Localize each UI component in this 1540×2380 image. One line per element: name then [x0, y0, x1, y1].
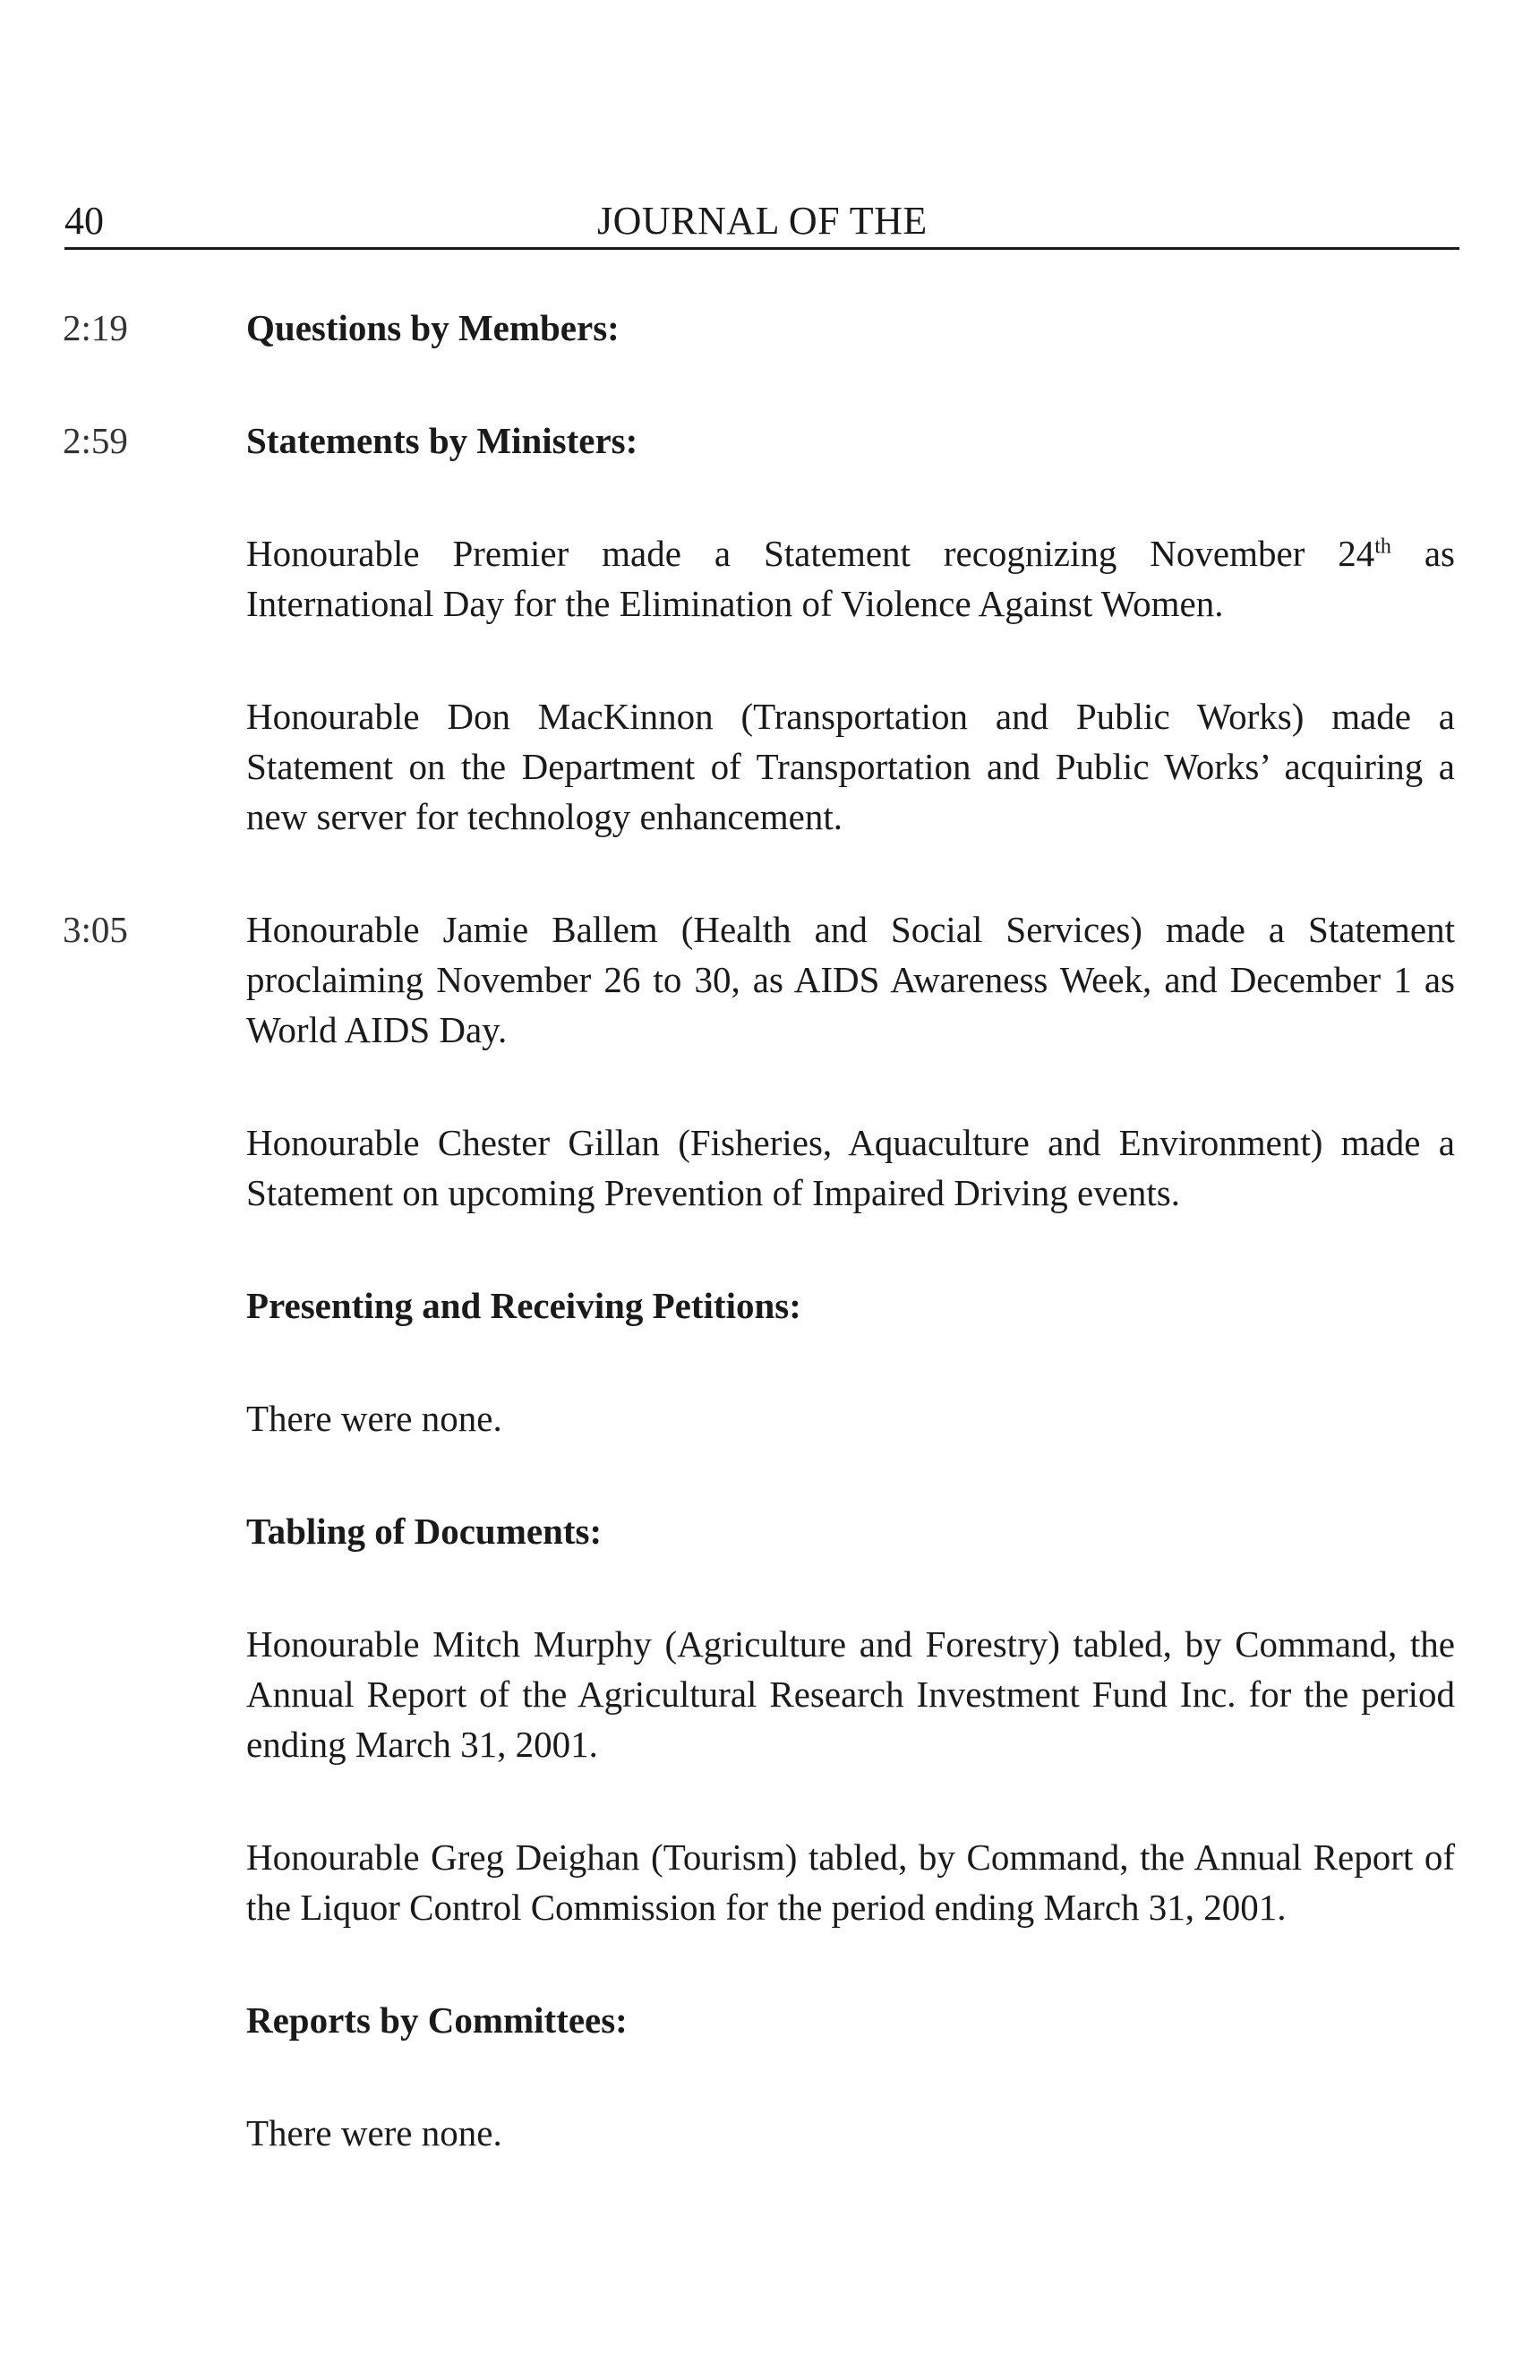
- section-heading: Tabling of Documents:: [246, 1511, 603, 1552]
- statement-paragraph: Honourable Jamie Ballem (Health and Social Services) made a Statement proclaiming November 26 to 30, as AIDS Awareness Week, and December 1 as World AIDS Day.: [246, 909, 1455, 1050]
- entry-time: 2:59: [63, 420, 128, 461]
- section-text: There were none.: [246, 2112, 502, 2153]
- entry-petitions: [246, 1280, 1455, 1443]
- running-title: JOURNAL OF THE: [597, 199, 928, 243]
- entry-time: 3:05: [63, 909, 128, 950]
- section-heading: Reports by Committees:: [246, 1999, 628, 2041]
- statement-paragraph: [246, 528, 1455, 629]
- document-paragraph: Honourable Greg Deighan (Tourism) tabled, by Command, the Annual Report of the Liquor Control Commission for the period ending March 31, 2001.: [246, 1836, 1455, 1928]
- statement-text: Honourable Premier made a Statement recognizing November 24: [246, 533, 1375, 574]
- statement-paragraph: Honourable Don MacKinnon (Transportation and Public Works) made a Statement on the Department of Transportation and Public Works’ acquiring a new server for technology enhancement.: [246, 696, 1455, 837]
- entry-statements: [63, 415, 1456, 842]
- statement-paragraph: Honourable Chester Gillan (Fisheries, Aquaculture and Environment) made a Statement on upcoming Prevention of Impaired Driving events.: [246, 1122, 1455, 1213]
- journal-body: [63, 303, 1456, 2158]
- page-header: [64, 195, 1459, 250]
- entry-committees: [246, 1995, 1455, 2158]
- section-heading: Statements by Ministers:: [246, 420, 638, 461]
- section-heading: Questions by Members:: [246, 307, 620, 348]
- statement-text: as International Day for the Elimination of Violence Against Women.: [246, 533, 1456, 624]
- section-heading: Presenting and Receiving Petitions:: [246, 1285, 801, 1326]
- entry-aids: [63, 904, 1455, 1218]
- entry-documents: [246, 1506, 1455, 1932]
- page-number: 40: [64, 199, 104, 243]
- entry-questions: [63, 303, 1455, 353]
- section-text: There were none.: [246, 1398, 502, 1439]
- entry-time: 2:19: [63, 307, 128, 348]
- ordinal-suffix: th: [1374, 535, 1391, 559]
- document-paragraph: Honourable Mitch Murphy (Agriculture and Forestry) tabled, by Command, the Annual Report of the Agricultural Research Investment Fund Inc. for the period ending March 31, 2001.: [246, 1623, 1455, 1765]
